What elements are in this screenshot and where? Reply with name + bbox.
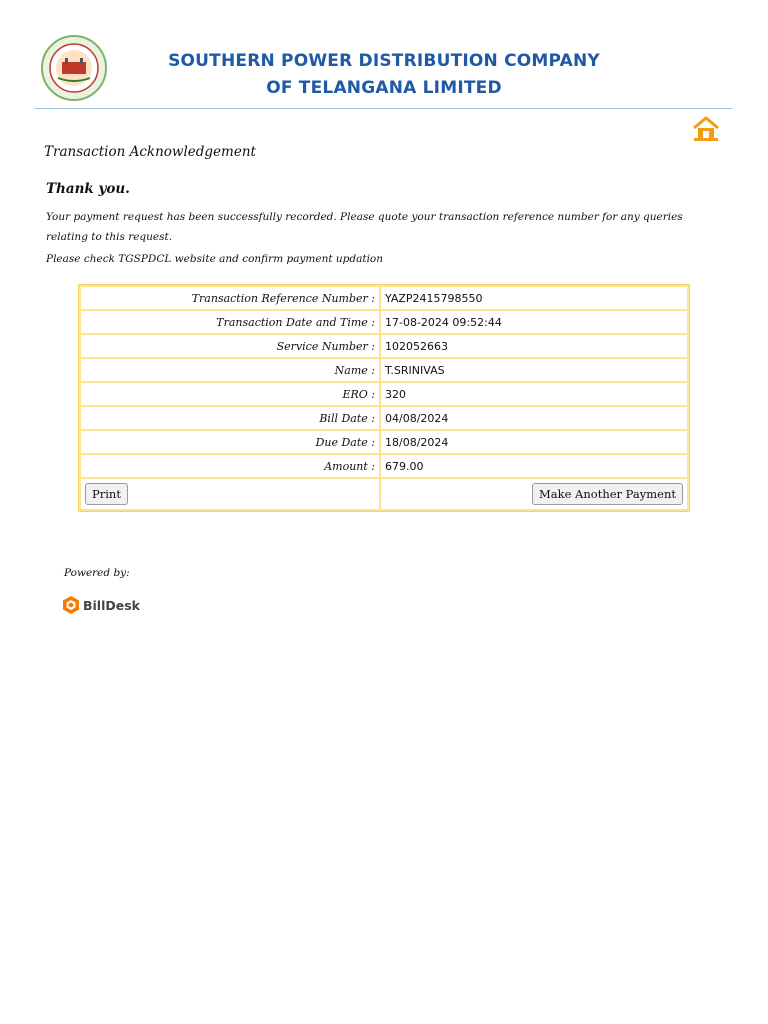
table-row [81,287,687,309]
table-row [81,455,687,477]
table-row [81,407,687,429]
home-button[interactable] [690,114,722,144]
another-payment-cell [381,479,687,509]
transaction-datetime-label: Transaction Date and Time : [81,311,379,333]
ero-label: ERO : [81,383,379,405]
due-date-label: Due Date : [81,431,379,453]
due-date-value: 18/08/2024 [381,431,687,453]
page-heading: Transaction Acknowledgement [44,144,256,160]
bill-date-value: 04/08/2024 [381,407,687,429]
name-value: T.SRINIVAS [381,359,687,381]
company-title-line1: SOUTHERN POWER DISTRIBUTION COMPANY [168,51,600,71]
table-row [81,335,687,357]
thank-you-text: Thank you. [46,181,130,197]
transaction-datetime-value: 17-08-2024 09:52:44 [381,311,687,333]
page-header [34,30,732,109]
reference-number-label: Transaction Reference Number : [81,287,379,309]
amount-label: Amount : [81,455,379,477]
bill-date-label: Bill Date : [81,407,379,429]
powered-by-label: Powered by: [64,567,130,579]
table-row [81,359,687,381]
reference-number-value: YAZP2415798550 [381,287,687,309]
company-title [134,48,634,102]
ero-value: 320 [381,383,687,405]
table-row [81,383,687,405]
home-icon [690,114,722,144]
check-note: Please check TGSPDCL website and confirm payment updation [46,253,384,265]
company-seal-icon [40,34,108,102]
billdesk-text: BillDesk [83,597,140,613]
amount-value: 679.00 [381,455,687,477]
table-row [81,311,687,333]
name-label: Name : [81,359,379,381]
billdesk-logo-icon [62,595,80,615]
make-another-payment-button[interactable]: Make Another Payment [532,483,683,505]
transaction-details-table [78,284,690,512]
print-button[interactable]: Print [85,483,128,505]
service-number-label: Service Number : [81,335,379,357]
company-title-line2: OF TELANGANA LIMITED [266,78,502,98]
billdesk-logo [62,594,140,616]
service-number-value: 102052663 [381,335,687,357]
confirmation-message: Your payment request has been successfully recorded. Please quote your transaction reference number for any queries relating to this request. [46,211,683,243]
table-row [81,431,687,453]
actions-row [81,479,687,509]
print-cell [81,479,379,509]
